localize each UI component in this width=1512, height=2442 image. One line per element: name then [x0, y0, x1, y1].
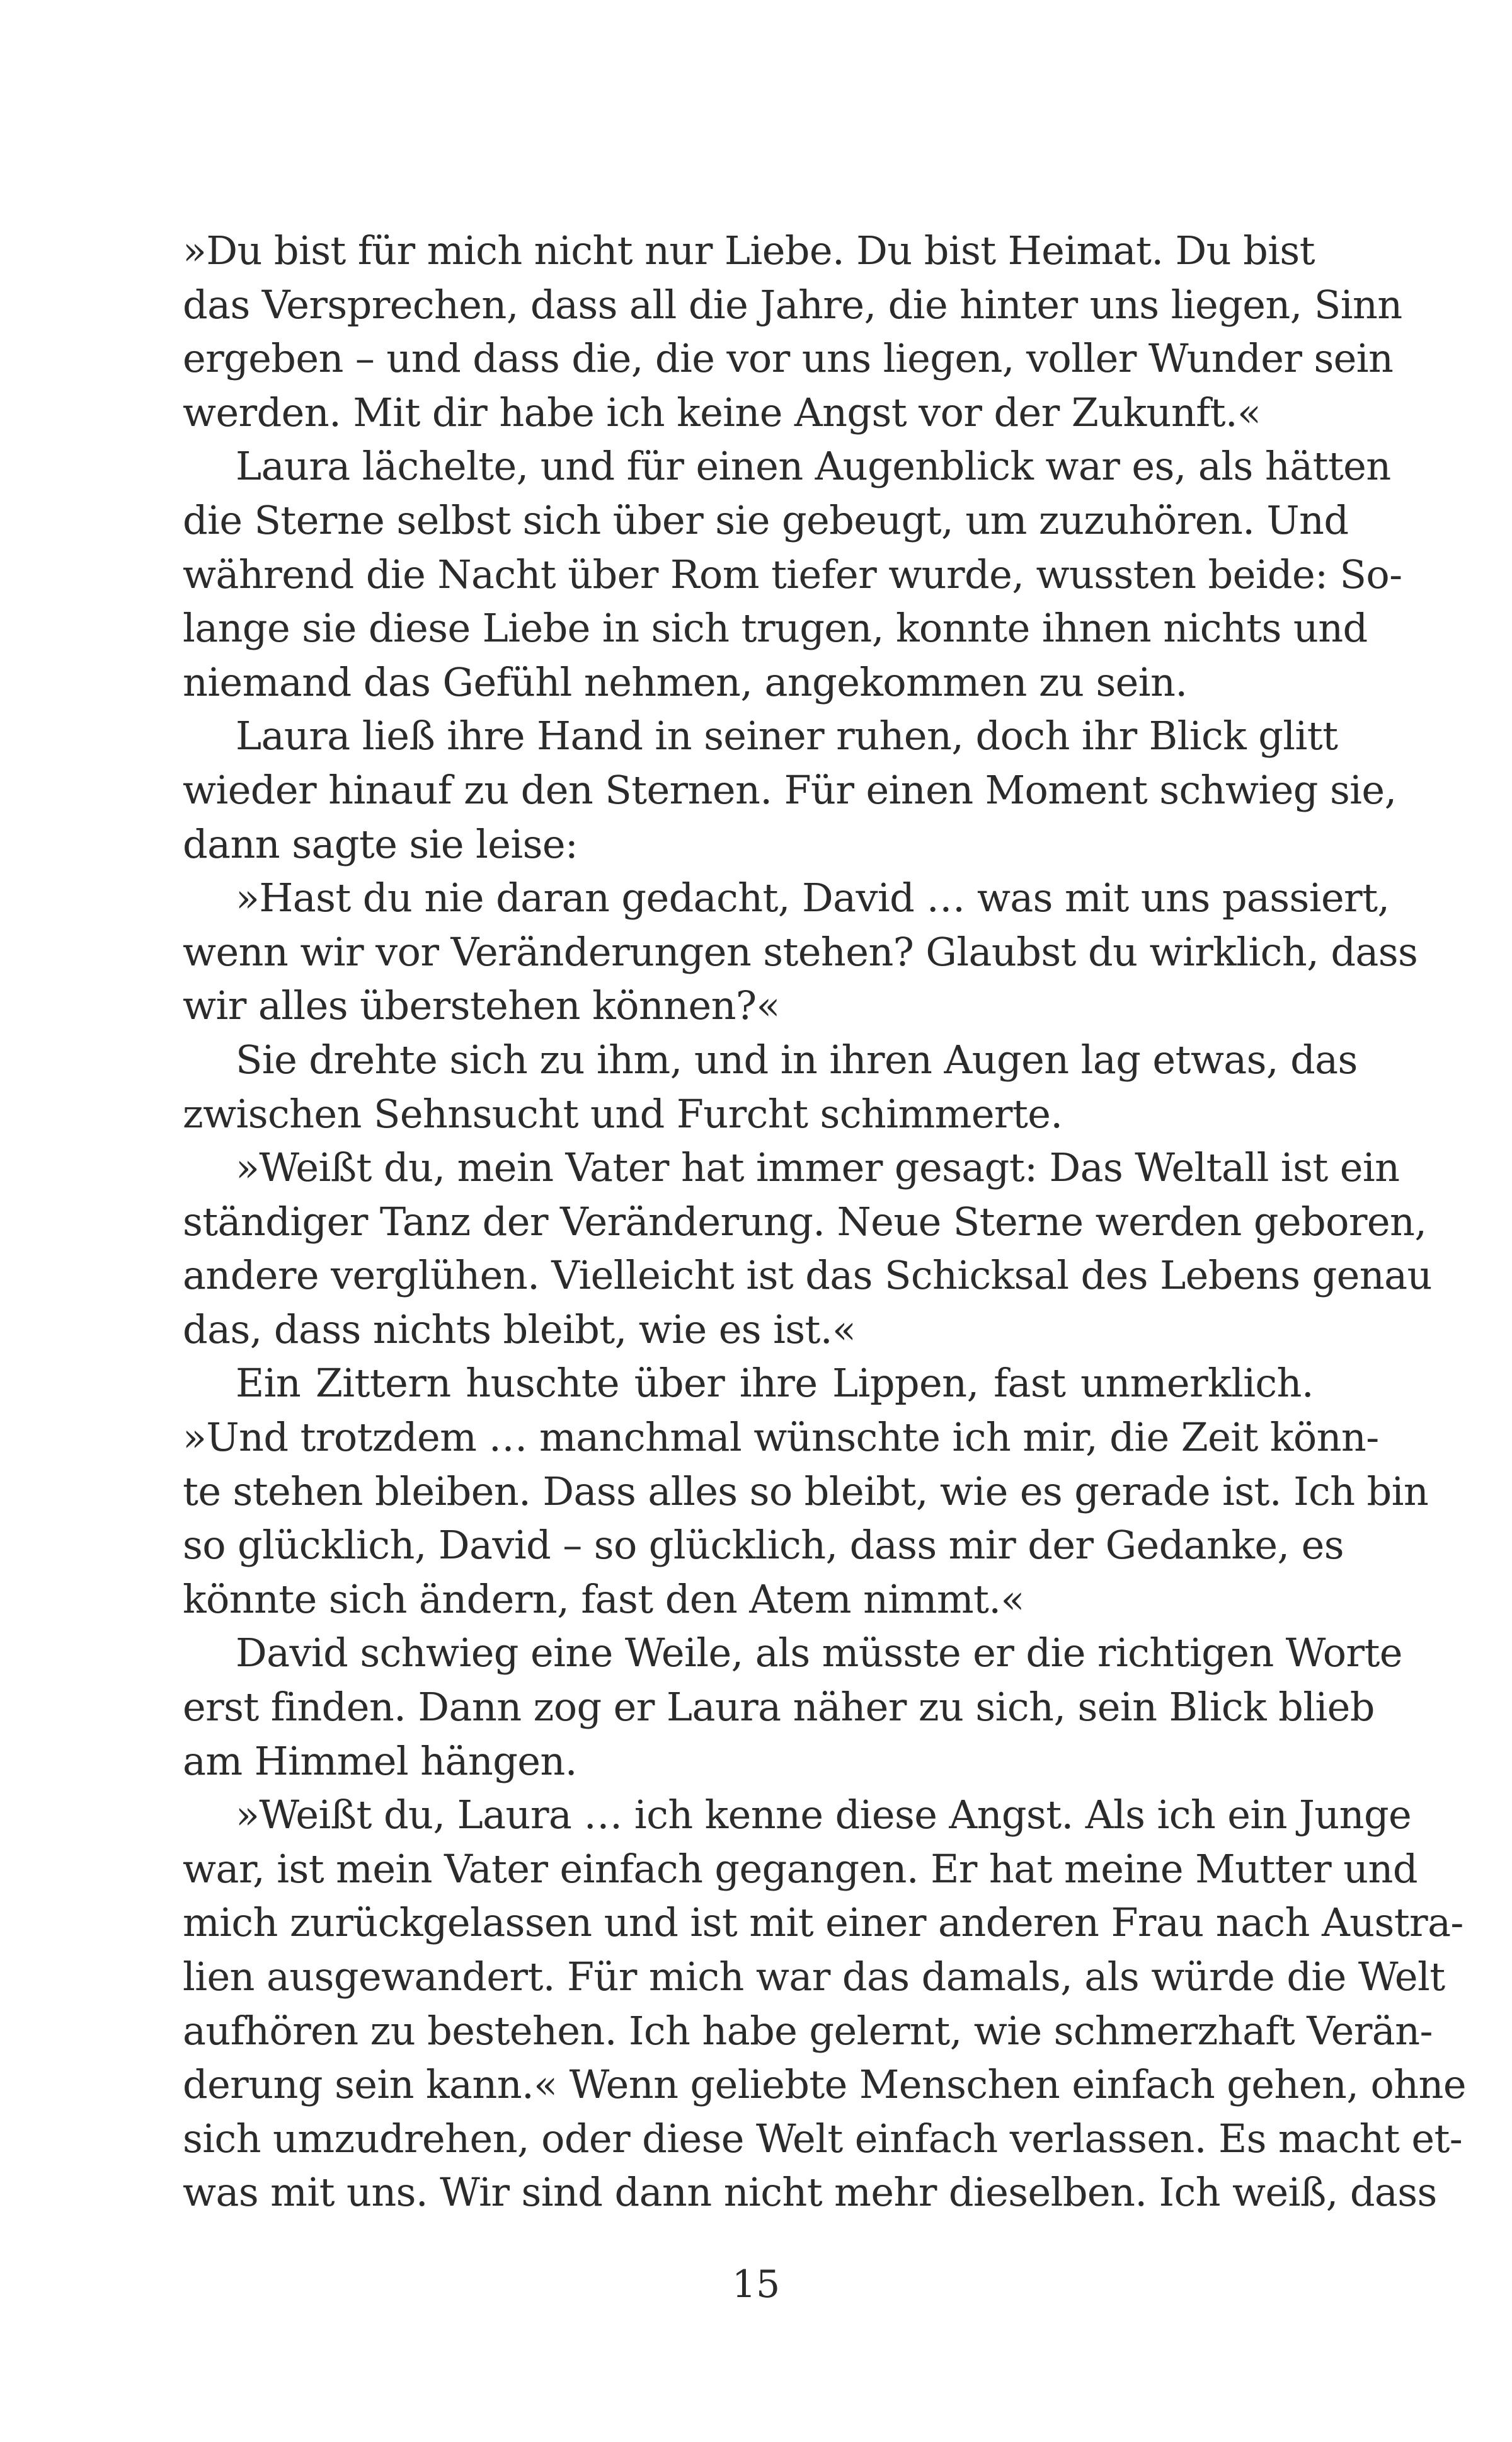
text-line: das Versprechen, dass all die Jahre, die hinter uns liegen, Sinn: [183, 281, 1402, 328]
text-line: so glücklich, David – so glücklich, dass mir der Gedanke, es: [183, 1522, 1344, 1569]
text-line: »Du bist für mich nicht nur Liebe. Du bist Heimat. Du bist: [183, 227, 1315, 274]
text-line: zwischen Sehnsucht und Furcht schimmerte.: [183, 1090, 1063, 1137]
text-line: werden. Mit dir habe ich keine Angst vor der Zukunft.«: [183, 389, 1261, 435]
text-line: Ein Zittern huschte über ihre Lippen, fast unmerklich.: [236, 1360, 1314, 1407]
text-line: ständiger Tanz der Veränderung. Neue Sterne werden geboren,: [183, 1198, 1427, 1245]
text-line: am Himmel hängen.: [183, 1737, 577, 1784]
text-line: andere verglühen. Vielleicht ist das Schicksal des Lebens genau: [183, 1252, 1432, 1299]
text-line: mich zurückgelassen und ist mit einer anderen Frau nach Austra-: [183, 1899, 1463, 1946]
text-line: könnte sich ändern, fast den Atem nimmt.«: [183, 1575, 1024, 1622]
text-line: wieder hinauf zu den Sternen. Für einen Moment schwieg sie,: [183, 766, 1397, 813]
body-text: [183, 224, 1466, 2220]
text-line: derung sein kann.« Wenn geliebte Menschen einfach gehen, ohne: [183, 2061, 1466, 2108]
text-line: Laura ließ ihre Hand in seiner ruhen, doch ihr Blick glitt: [236, 713, 1338, 759]
text-line: wenn wir vor Veränderungen stehen? Glaubst du wirklich, dass: [183, 928, 1418, 975]
text-line: niemand das Gefühl nehmen, angekommen zu sein.: [183, 659, 1188, 705]
text-line: »Hast du nie daran gedacht, David … was mit uns passiert,: [236, 875, 1390, 921]
text-line: lange sie diese Liebe in sich trugen, konnte ihnen nichts und: [183, 605, 1368, 652]
text-line: lien ausgewandert. Für mich war das damals, als würde die Welt: [183, 1954, 1445, 2000]
text-line: die Sterne selbst sich über sie gebeugt, um zuzuhören. Und: [183, 497, 1349, 543]
text-line: erst finden. Dann zog er Laura näher zu sich, sein Blick blieb: [183, 1684, 1375, 1731]
text-line: »Und trotzdem … manchmal wünschte ich mir, die Zeit könn-: [183, 1414, 1379, 1461]
text-line: aufhören zu bestehen. Ich habe gelernt, wie schmerzhaft Verän-: [183, 2007, 1433, 2054]
text-line: wir alles überstehen können?«: [183, 982, 780, 1029]
text-line: war, ist mein Vater einfach gegangen. Er hat meine Mutter und: [183, 1845, 1418, 1892]
text-line: te stehen bleiben. Dass alles so bleibt, wie es gerade ist. Ich bin: [183, 1468, 1429, 1514]
text-line: Laura lächelte, und für einen Augenblick war es, als hätten: [236, 443, 1391, 490]
text-line: sich umzudrehen, oder diese Welt einfach verlassen. Es macht et-: [183, 2115, 1463, 2162]
text-line: Sie drehte sich zu ihm, und in ihren Augen lag etwas, das: [236, 1036, 1358, 1083]
text-line: »Weißt du, Laura … ich kenne diese Angst. Als ich ein Junge: [236, 1792, 1412, 1838]
text-line: David schwieg eine Weile, als müsste er die richtigen Worte: [236, 1630, 1402, 1676]
text-line: ergeben – und dass die, die vor uns liegen, voller Wunder sein: [183, 335, 1394, 382]
text-line: während die Nacht über Rom tiefer wurde, wussten beide: So-: [183, 551, 1402, 597]
text-line: was mit uns. Wir sind dann nicht mehr dieselben. Ich weiß, dass: [183, 2169, 1437, 2216]
text-line: »Weißt du, mein Vater hat immer gesagt: Das Weltall ist ein: [236, 1144, 1400, 1191]
text-line: dann sagte sie leise:: [183, 821, 578, 867]
page-number: 15: [731, 2262, 781, 2307]
text-line: das, dass nichts bleibt, wie es ist.«: [183, 1306, 856, 1352]
